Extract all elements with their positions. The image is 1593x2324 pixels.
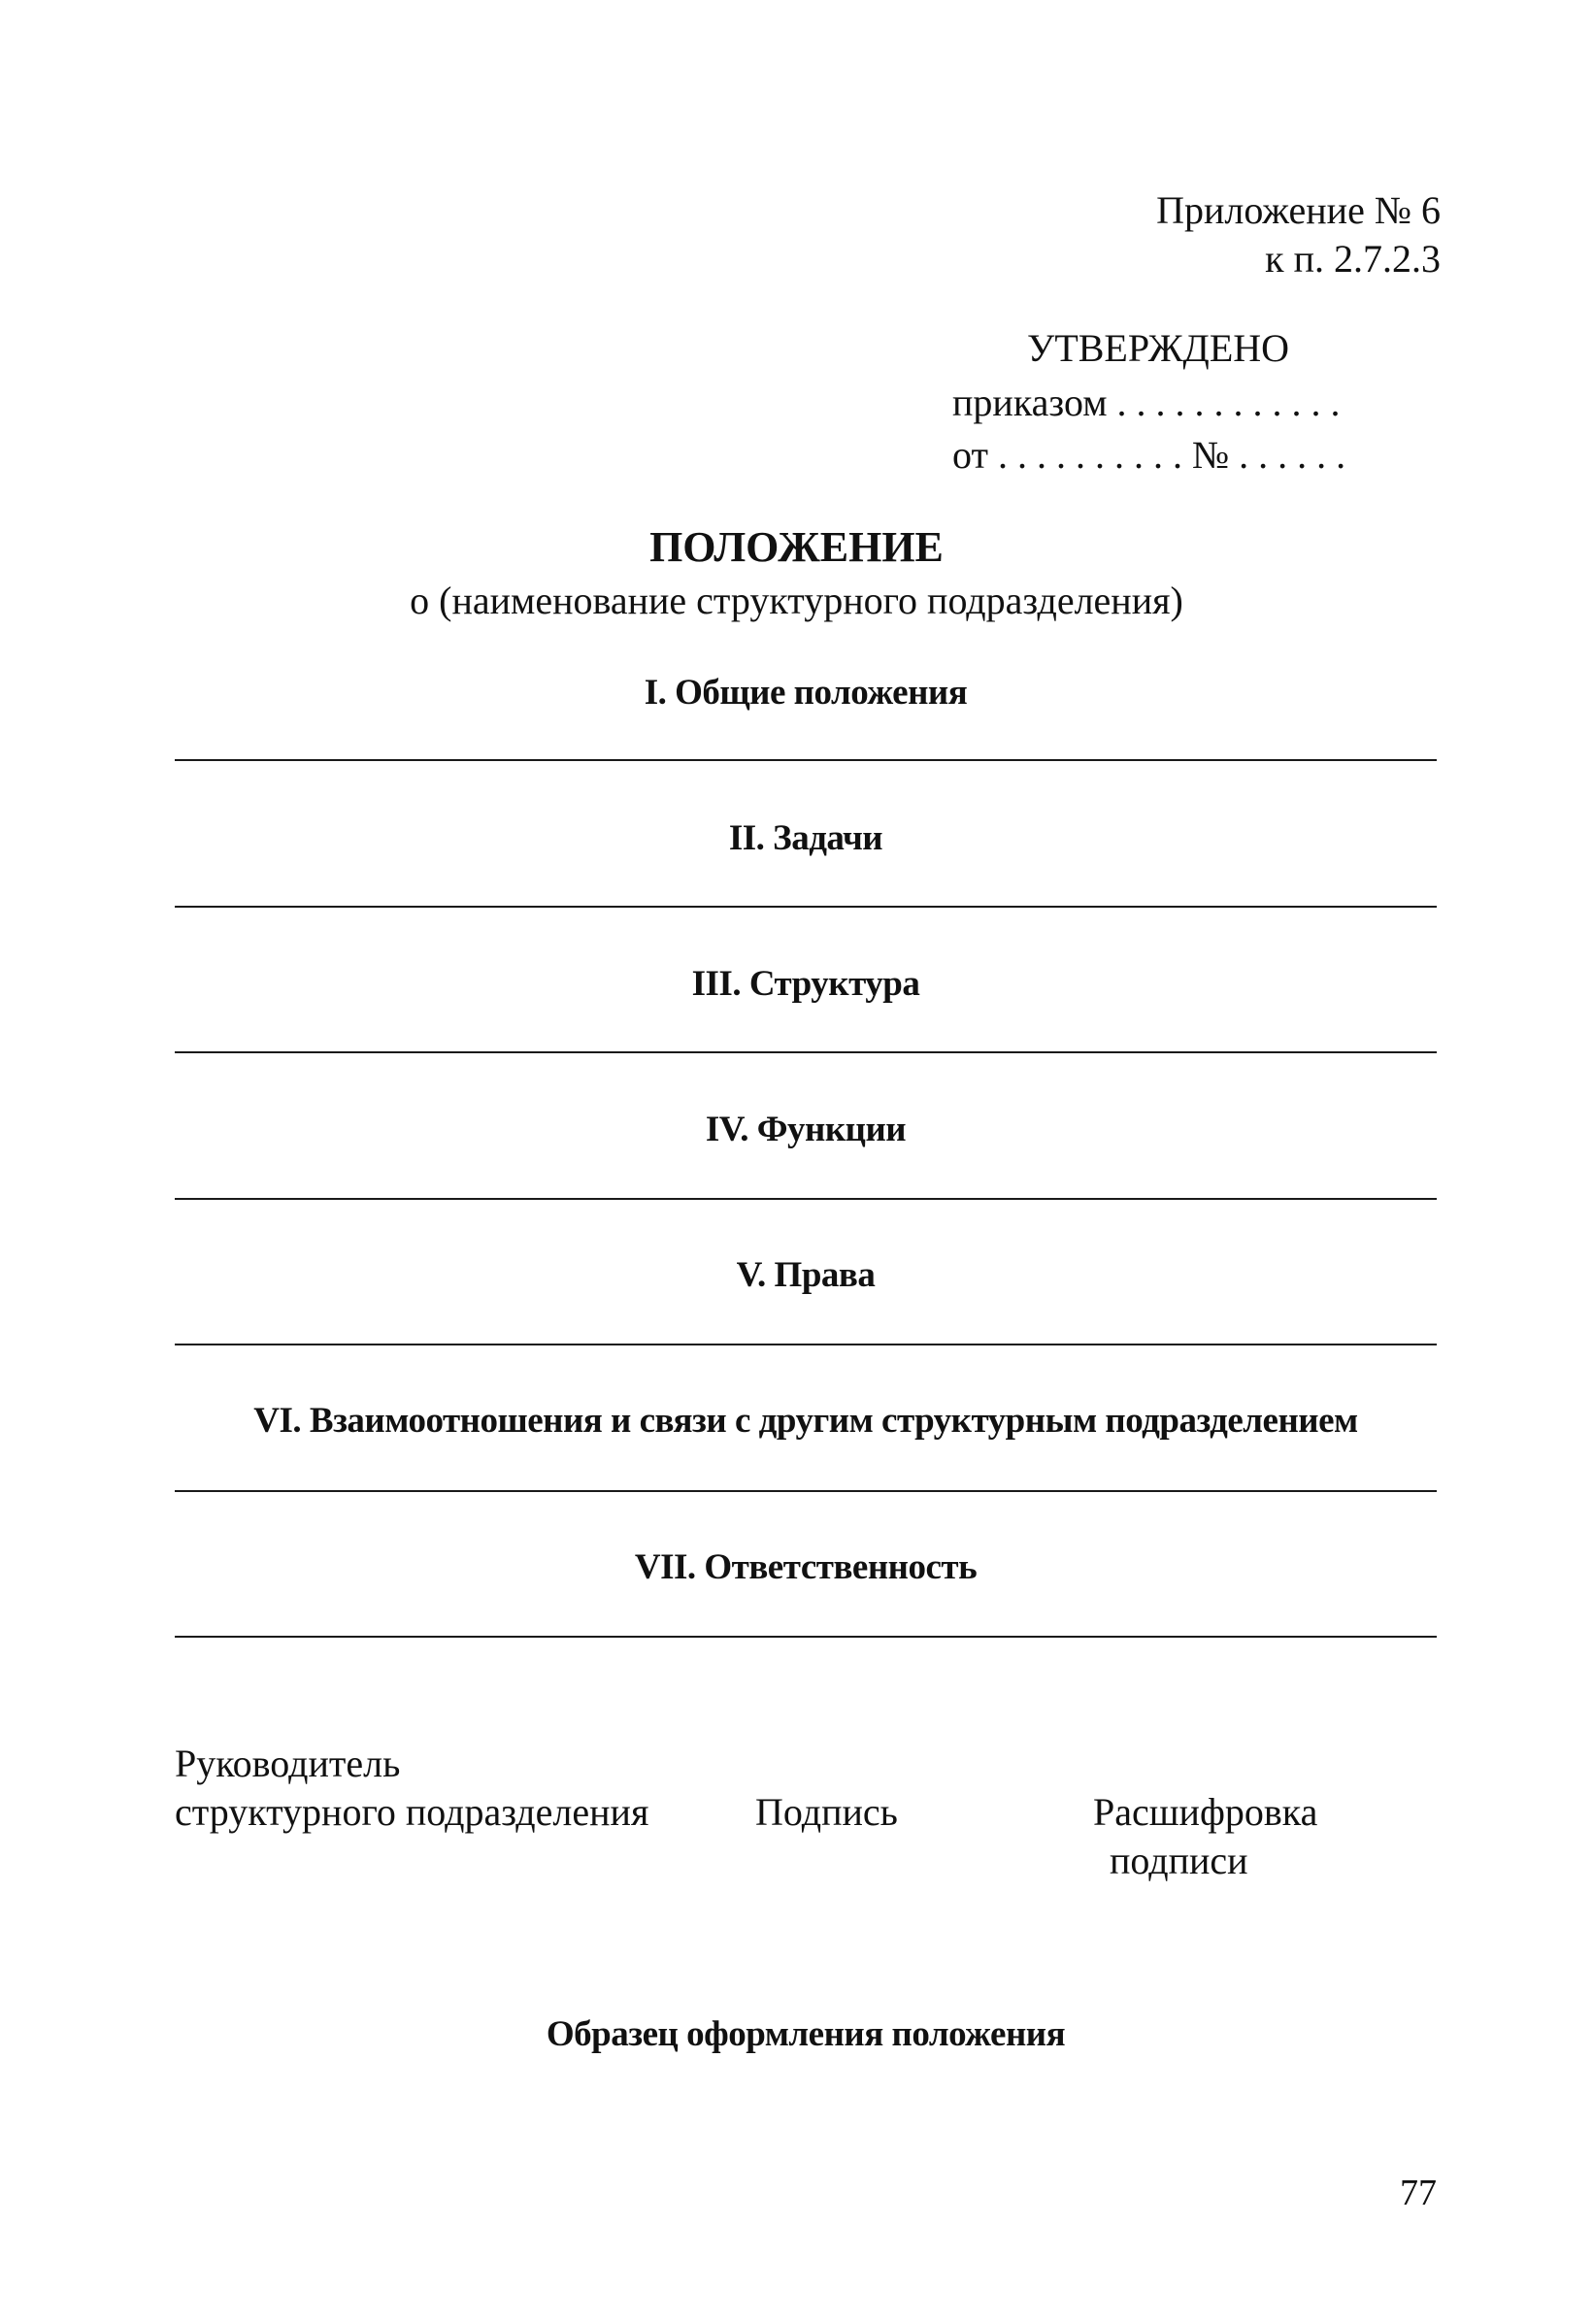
signature-head-unit: структурного подразделения (175, 1790, 649, 1834)
section-heading-responsibility: VII. Ответственность (634, 1547, 978, 1587)
section-heading-general: I. Общие положения (644, 673, 968, 713)
section-heading-rights: V. Права (736, 1255, 876, 1295)
signature-decoding-label: Расшифровка (1093, 1790, 1318, 1834)
page-number: 77 (1400, 2173, 1437, 2213)
section-fill-line-rights (175, 1344, 1437, 1345)
section-fill-line-relations (175, 1490, 1437, 1492)
section-heading-relations: VI. Взаимоотношения и связи с другим структурным подразделением (253, 1401, 1358, 1441)
section-fill-line-functions (175, 1198, 1437, 1200)
annex-number: Приложение № 6 (1156, 188, 1441, 232)
section-fill-line-general (175, 759, 1437, 761)
annex-reference (1156, 186, 1441, 283)
annex-clause: к п. 2.7.2.3 (1265, 237, 1441, 281)
approval-title: УТВЕРЖДЕНО (1027, 326, 1290, 370)
document-subtitle: о (наименование структурного подразделения) (410, 579, 1183, 622)
section-heading-structure: III. Структура (691, 964, 920, 1004)
section-fill-line-tasks (175, 906, 1437, 908)
section-fill-line-responsibility (175, 1636, 1437, 1638)
approval-date-number-line: от . . . . . . . . . . № . . . . . . (952, 433, 1346, 477)
document-title: ПОЛОЖЕНИЕ (649, 523, 944, 571)
figure-caption: Образец оформления положения (546, 2014, 1066, 2054)
approval-order-line: приказом . . . . . . . . . . . . (952, 381, 1341, 424)
section-fill-line-structure (175, 1051, 1437, 1053)
section-heading-tasks: II. Задачи (728, 818, 883, 858)
signature-head-title: Руководитель (175, 1742, 401, 1785)
section-heading-functions: IV. Функции (705, 1110, 907, 1149)
signature-decoding-label-cont: подписи (1110, 1839, 1248, 1882)
signature-label: Подпись (755, 1790, 898, 1834)
